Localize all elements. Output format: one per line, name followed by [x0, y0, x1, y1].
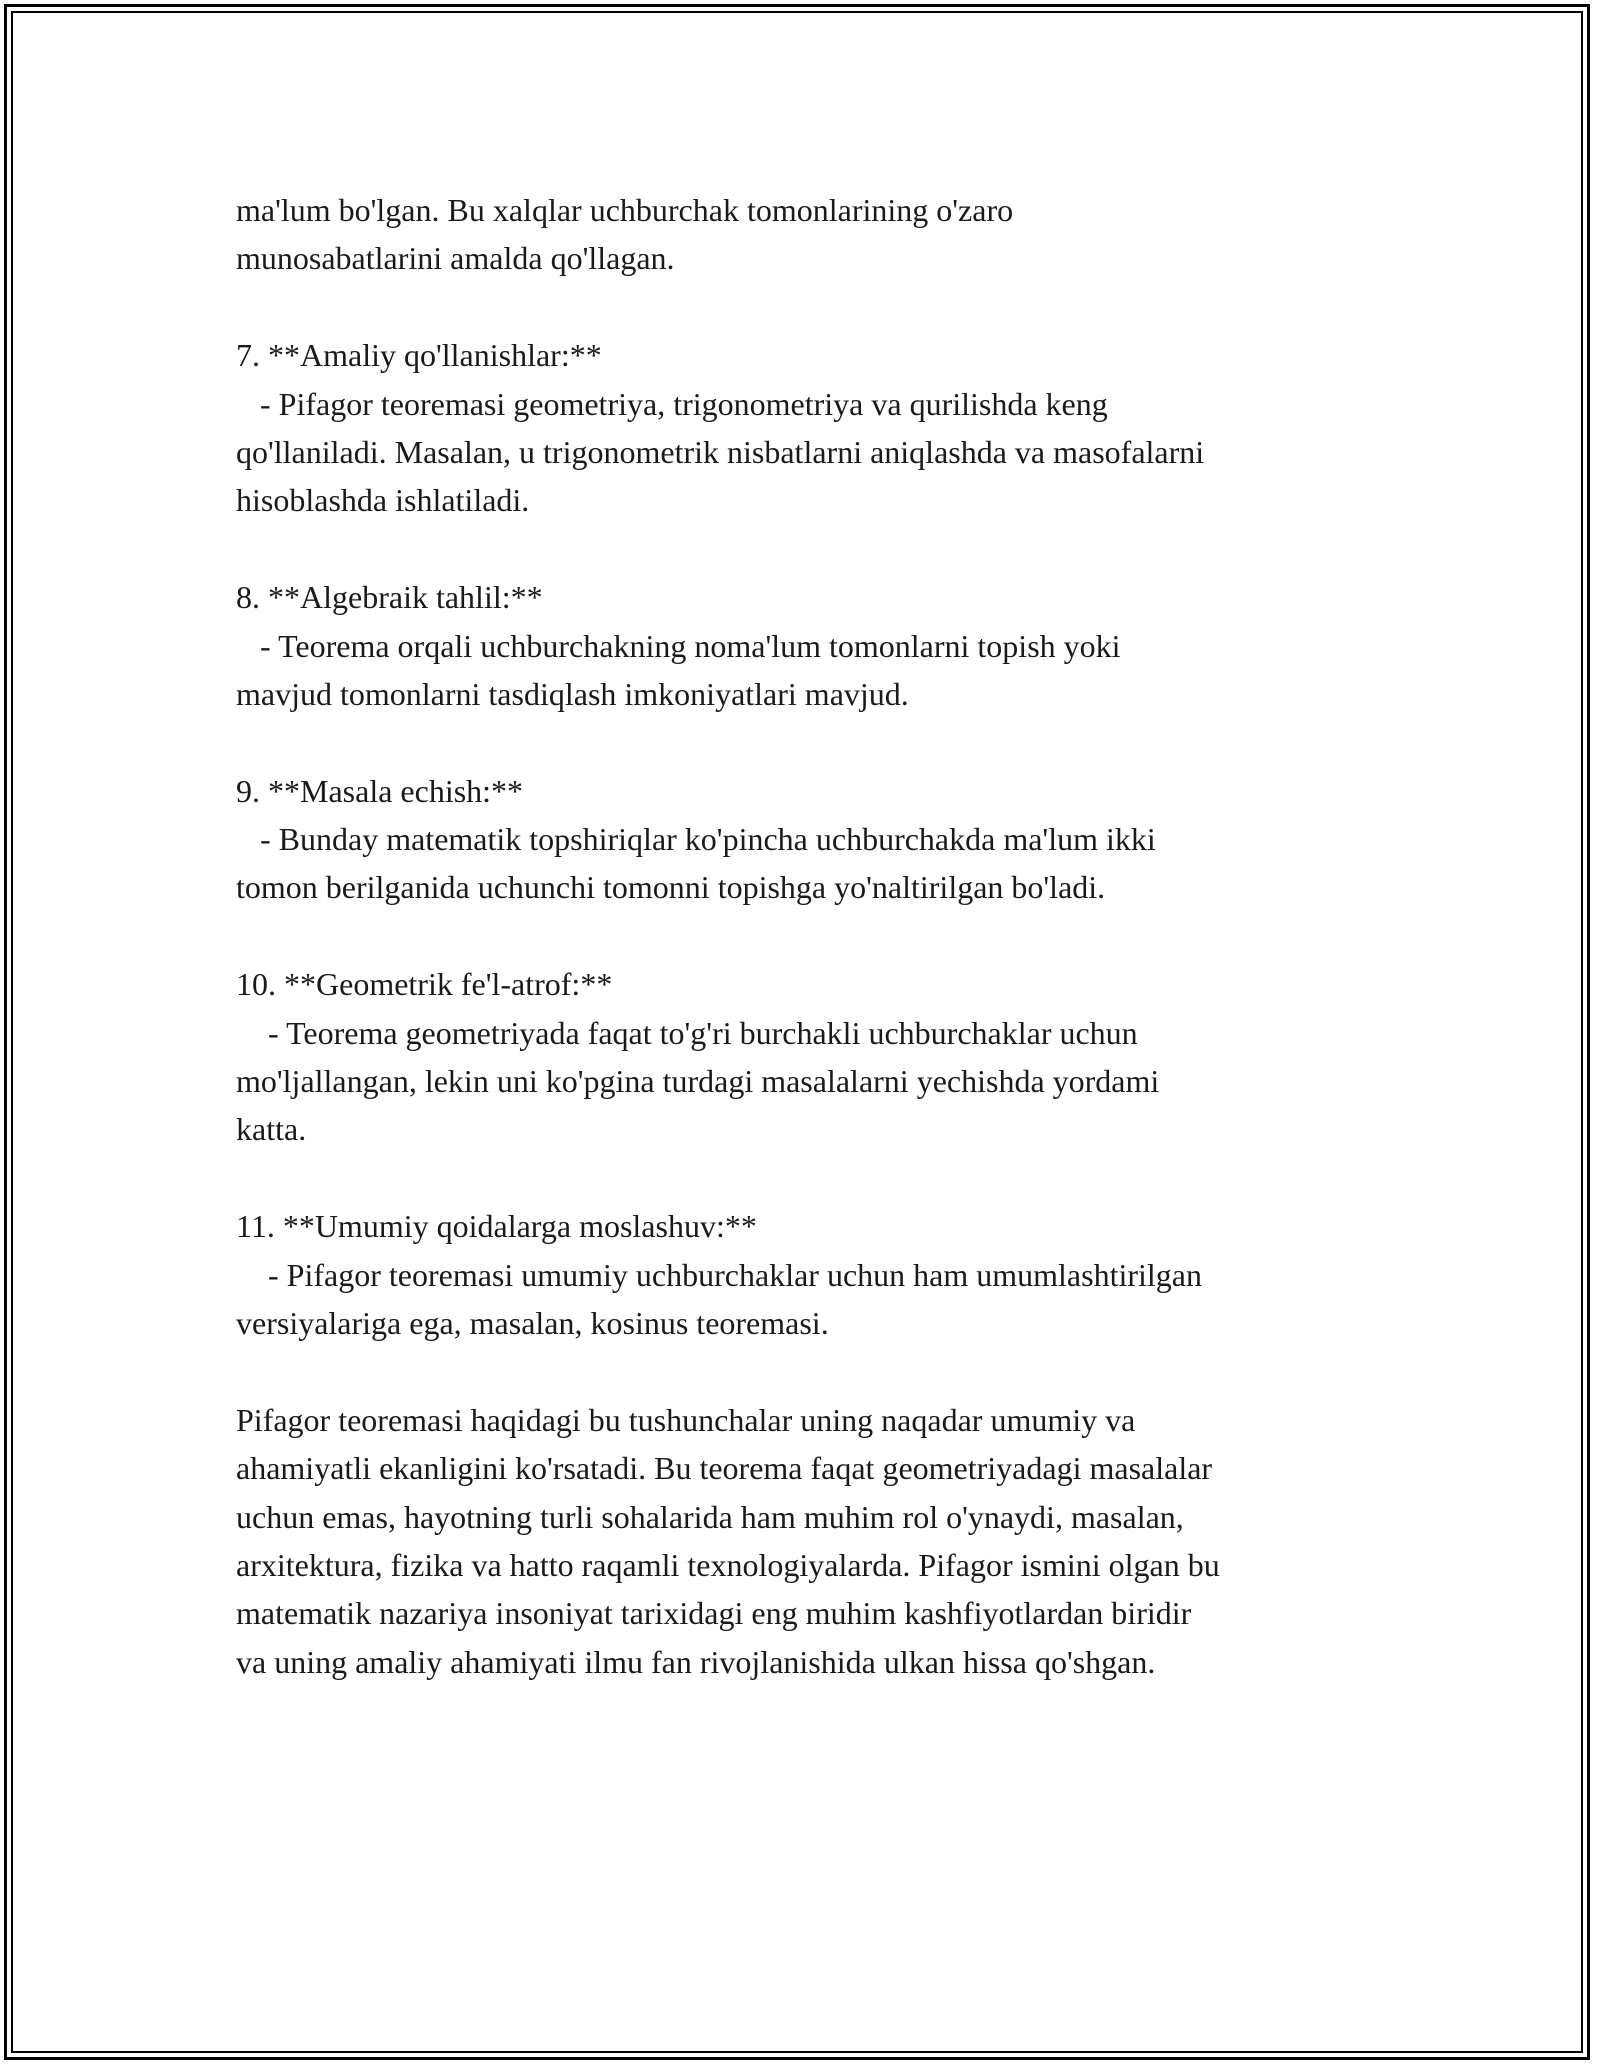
paragraph-gap	[236, 283, 1396, 331]
text-line: - Teorema orqali uchburchakning noma'lum tomonlarni topish yoki	[236, 627, 1121, 664]
section-heading: 7. **Amaliy qo'llanishlar:**	[236, 337, 602, 374]
text-line: qo'llaniladi. Masalan, u trigonometrik nisbatlarni aniqlashda va masofalarni	[236, 433, 1205, 470]
text-line: arxitektura, fizika va hatto raqamli texnologiyalarda. Pifagor ismini olgan bu	[236, 1546, 1220, 1583]
text-line: tomon berilganida uchunchi tomonni topishga yo'naltirilgan bo'ladi.	[236, 869, 1106, 906]
paragraph-gap	[236, 1154, 1396, 1202]
text-line: matematik nazariya insoniyat tarixidagi eng muhim kashfiyotlardan biridir	[236, 1595, 1192, 1632]
text-line: - Bunday matematik topshiriqlar ko'pincha uchburchakda ma'lum ikki	[236, 821, 1156, 858]
paragraph-gap	[236, 1347, 1396, 1395]
text-line: ahamiyatli ekanligini ko'rsatadi. Bu teorema faqat geometriyadagi masalalar	[236, 1450, 1213, 1487]
section-heading: 9. **Masala echish:**	[236, 772, 524, 809]
text-line: mavjud tomonlarni tasdiqlash imkoniyatlari mavjud.	[236, 675, 909, 712]
document-body	[236, 186, 1396, 1686]
paragraph-gap	[236, 718, 1396, 766]
text-line: - Pifagor teoremasi geometriya, trigonometriya va qurilishda keng	[236, 385, 1108, 422]
text-line: mo'ljallangan, lekin uni ko'pgina turdagi masalalarni yechishda yordami	[236, 1063, 1160, 1100]
text-line: versiyalariga ega, masalan, kosinus teoremasi.	[236, 1304, 829, 1341]
section-heading: 10. **Geometrik fe'l-atrof:**	[236, 966, 613, 1003]
section-heading: 8. **Algebraik tahlil:**	[236, 579, 543, 616]
text-line: - Pifagor teoremasi umumiy uchburchaklar uchun ham umumlashtirilgan	[236, 1256, 1202, 1293]
text-line: uchun emas, hayotning turli sohalarida ham muhim rol o'ynaydi, masalan,	[236, 1498, 1184, 1535]
text-line: munosabatlarini amalda qo'llagan.	[236, 240, 675, 277]
paragraph-gap	[236, 525, 1396, 573]
text-line: Pifagor teoremasi haqidagi bu tushunchalar uning naqadar umumiy va	[236, 1401, 1136, 1438]
text-line: ma'lum bo'lgan. Bu xalqlar uchburchak tomonlarining o'zaro	[236, 192, 1014, 228]
text-line: va uning amaliy ahamiyati ilmu fan rivojlanishida ulkan hissa qo'shgan.	[236, 1643, 1156, 1680]
paragraph-gap	[236, 912, 1396, 960]
section-heading: 11. **Umumiy qoidalarga moslashuv:**	[236, 1208, 757, 1245]
text-line: - Teorema geometriyada faqat to'g'ri burchakli uchburchaklar uchun	[236, 1014, 1138, 1051]
text-line: hisoblashda ishlatiladi.	[236, 482, 530, 519]
text-line: katta.	[236, 1111, 307, 1148]
